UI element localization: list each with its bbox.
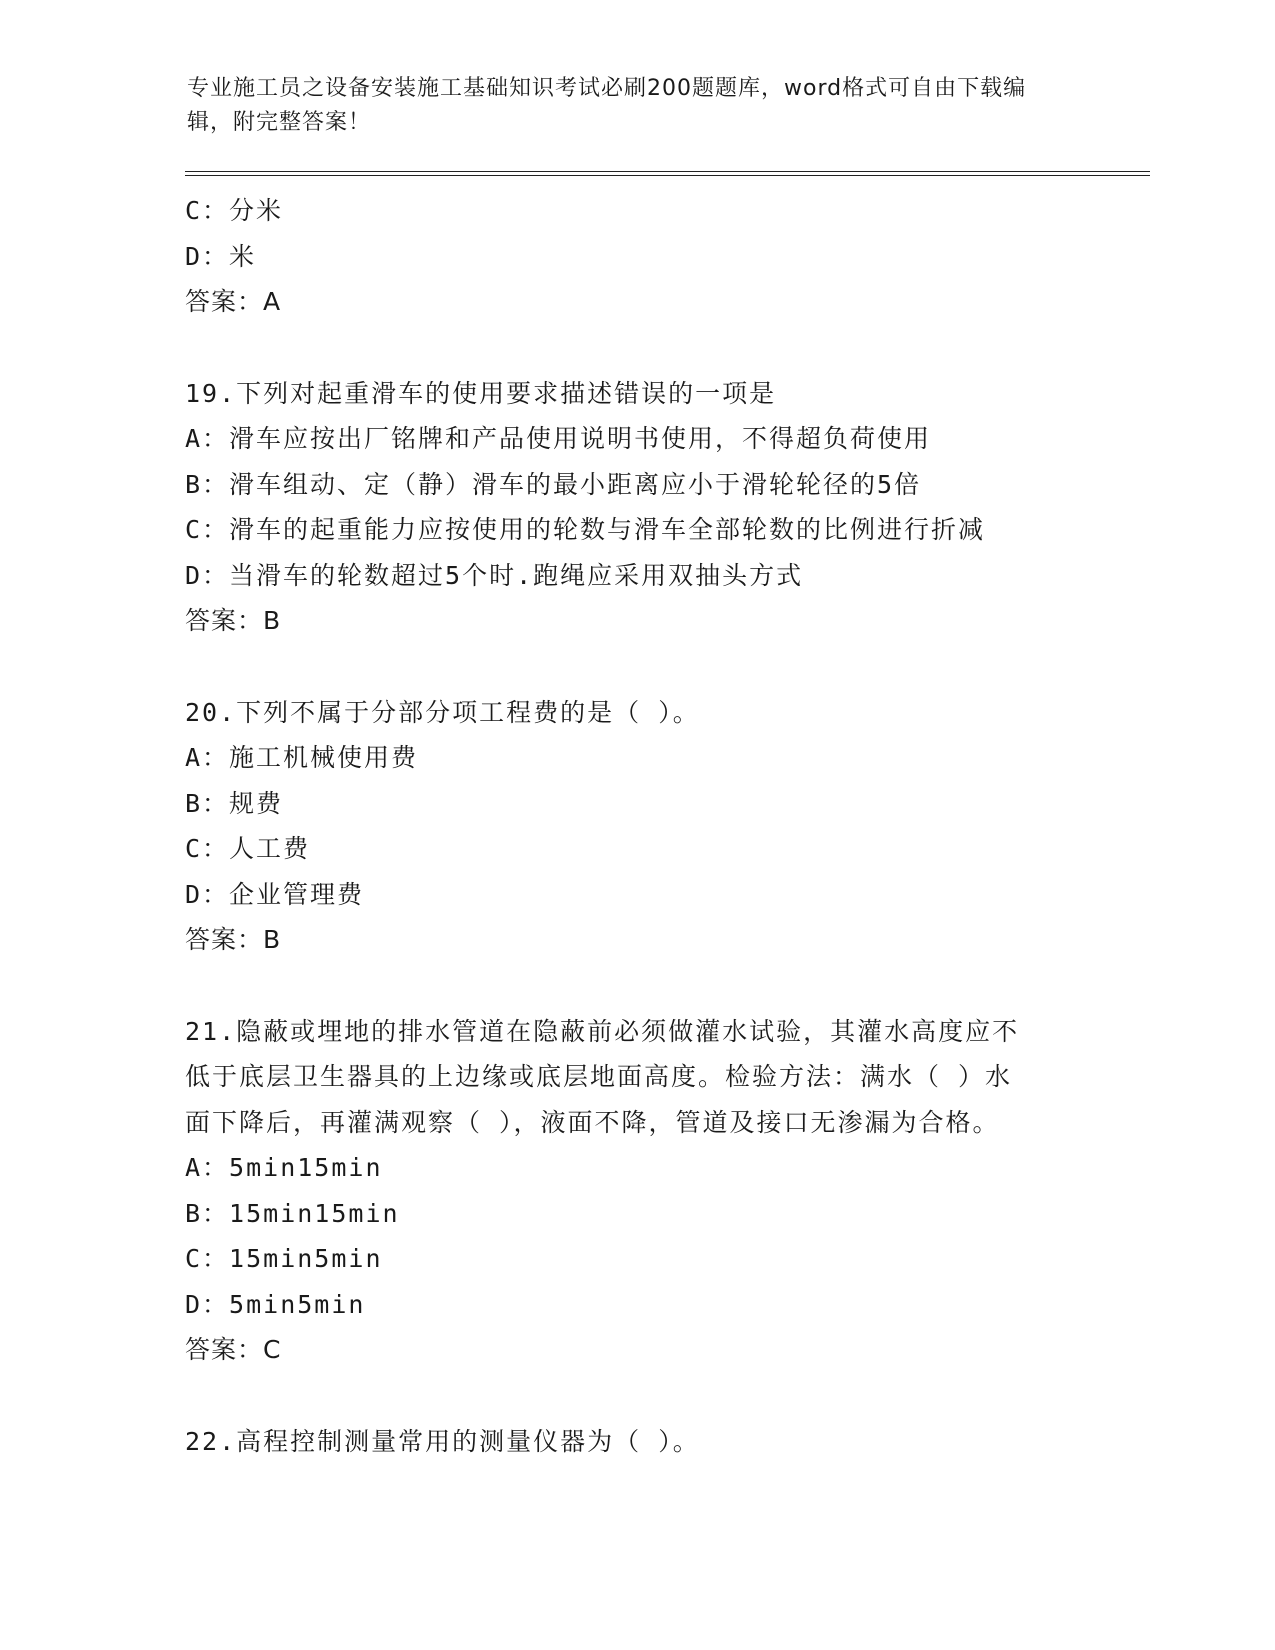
question-text: 22.高程控制测量常用的测量仪器为（ ）。 bbox=[185, 1426, 700, 1456]
question-text-line-2: 低于底层卫生器具的上边缘或底层地面高度。检验方法：满水（ ）水 bbox=[185, 1062, 1013, 1091]
option-c: C：分米 bbox=[185, 196, 284, 225]
option-a: A：滑车应按出厂铭牌和产品使用说明书使用，不得超负荷使用 bbox=[185, 424, 932, 453]
question-22 bbox=[185, 1419, 1085, 1465]
question-19 bbox=[185, 371, 1085, 644]
option-a: A：施工机械使用费 bbox=[185, 743, 419, 772]
question-21 bbox=[185, 1009, 1085, 1373]
header-rule-bottom bbox=[185, 175, 1150, 176]
option-d: D：当滑车的轮数超过5个时.跑绳应采用双抽头方式 bbox=[185, 560, 804, 590]
option-d: D：5min5min bbox=[185, 1289, 366, 1319]
question-text-line-3: 面下降后，再灌满观察（ ），液面不降，管道及接口无渗漏为合格。 bbox=[185, 1107, 1000, 1137]
question-20 bbox=[185, 690, 1085, 963]
question-text: 19.下列对起重滑车的使用要求描述错误的一项是 bbox=[185, 378, 777, 408]
answer: 答案：B bbox=[185, 606, 282, 635]
option-b: B：滑车组动、定（静）滑车的最小距离应小于滑轮轮径的5倍 bbox=[185, 469, 922, 499]
option-b: B：15min15min bbox=[185, 1198, 400, 1228]
answer: 答案：C bbox=[185, 1335, 282, 1364]
question-list bbox=[185, 188, 1085, 1464]
answer: 答案：A bbox=[185, 287, 282, 316]
option-c: C：15min5min bbox=[185, 1244, 383, 1273]
option-c: C：滑车的起重能力应按使用的轮数与滑车全部轮数的比例进行折减 bbox=[185, 515, 986, 544]
option-b: B：规费 bbox=[185, 788, 284, 818]
header-rule-top bbox=[185, 171, 1150, 172]
document-header: 专业施工员之设备安装施工基础知识考试必刷200题题库，word格式可自由下载编辑，附完整答案！ bbox=[187, 76, 1027, 135]
answer: 答案：B bbox=[185, 925, 282, 954]
question-text-line-1: 21.隐蔽或埋地的排水管道在隐蔽前必须做灌水试验，其灌水高度应不 bbox=[185, 1016, 1020, 1046]
option-d: D：企业管理费 bbox=[185, 879, 365, 909]
option-a: A：5min15min bbox=[185, 1153, 383, 1182]
question-text: 20.下列不属于分部分项工程费的是（ ）。 bbox=[185, 697, 700, 727]
option-c: C：人工费 bbox=[185, 834, 311, 863]
question-18-tail bbox=[185, 188, 1085, 325]
option-d: D：米 bbox=[185, 241, 257, 271]
